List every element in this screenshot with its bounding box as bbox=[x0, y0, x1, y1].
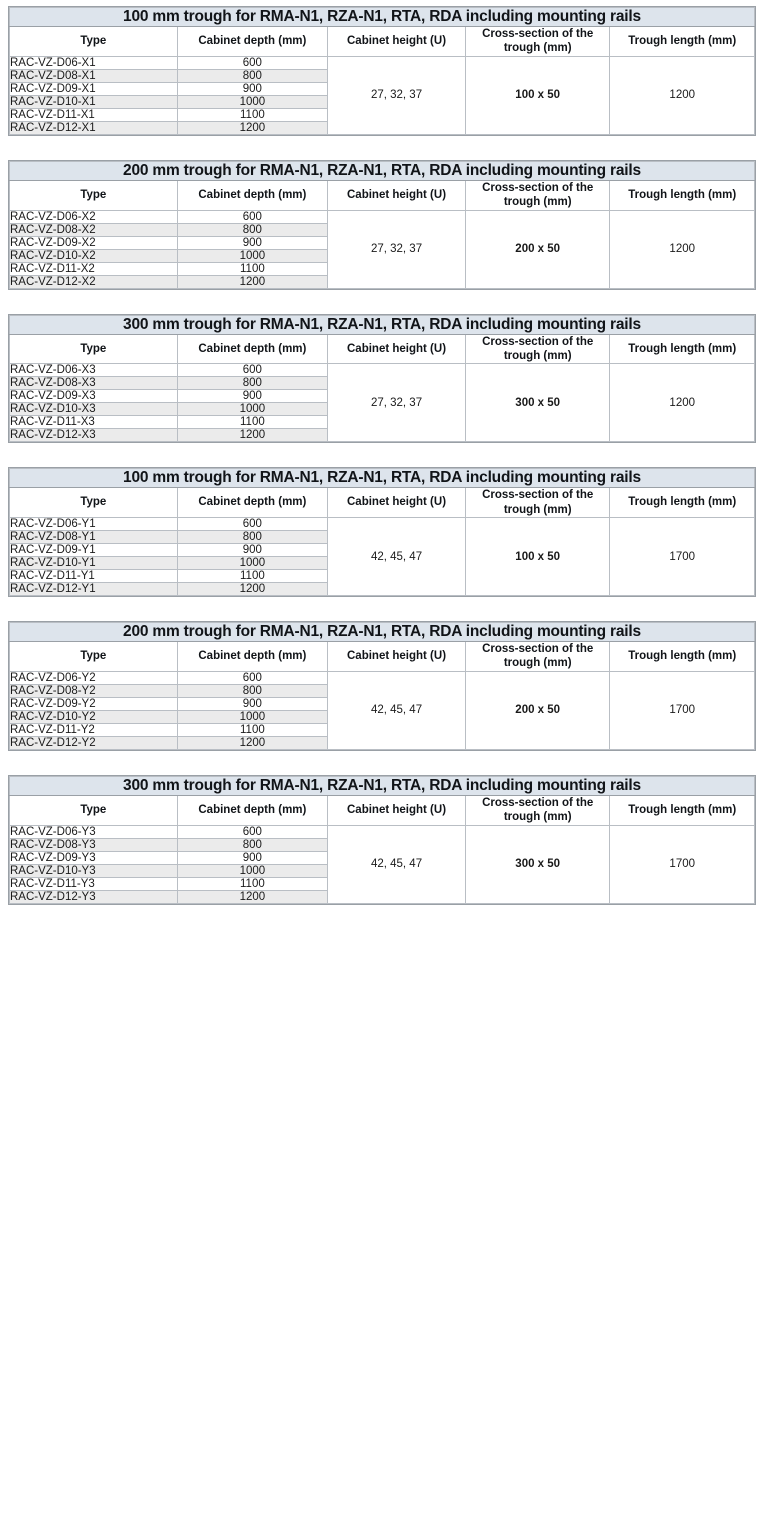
table-title-row bbox=[10, 776, 755, 795]
cell-cabinet-depth: 1200 bbox=[177, 275, 327, 288]
cell-type: RAC-VZ-D12-Y1 bbox=[10, 583, 178, 596]
cell-cabinet-height: 42, 45, 47 bbox=[328, 671, 466, 749]
cell-type: RAC-VZ-D09-X3 bbox=[10, 390, 178, 403]
cell-cabinet-depth: 1000 bbox=[177, 249, 327, 262]
table-block bbox=[8, 6, 756, 136]
cell-cabinet-depth: 900 bbox=[177, 851, 327, 864]
column-header: Cabinet depth (mm) bbox=[177, 488, 327, 518]
column-header: Cross-section of the trough (mm) bbox=[465, 334, 610, 364]
table-title-row bbox=[10, 315, 755, 334]
cell-cabinet-height: 27, 32, 37 bbox=[328, 56, 466, 134]
column-header: Type bbox=[10, 27, 178, 57]
cell-cabinet-height: 27, 32, 37 bbox=[328, 210, 466, 288]
cell-cabinet-depth: 900 bbox=[177, 236, 327, 249]
cell-type: RAC-VZ-D09-X2 bbox=[10, 236, 178, 249]
column-header: Cross-section of the trough (mm) bbox=[465, 795, 610, 825]
cell-cabinet-depth: 800 bbox=[177, 684, 327, 697]
cell-type: RAC-VZ-D10-Y3 bbox=[10, 864, 178, 877]
table-header-row bbox=[10, 334, 755, 364]
cell-cross-section: 200 x 50 bbox=[465, 671, 610, 749]
cell-cabinet-depth: 600 bbox=[177, 364, 327, 377]
column-header: Cabinet height (U) bbox=[328, 488, 466, 518]
cell-cabinet-depth: 1200 bbox=[177, 121, 327, 134]
cell-type: RAC-VZ-D10-X1 bbox=[10, 95, 178, 108]
column-header: Cabinet depth (mm) bbox=[177, 795, 327, 825]
table-title: 100 mm trough for RMA-N1, RZA-N1, RTA, RDA including mounting rails bbox=[10, 469, 755, 488]
column-header: Cabinet height (U) bbox=[328, 27, 466, 57]
cell-cabinet-depth: 900 bbox=[177, 544, 327, 557]
cell-trough-length: 1700 bbox=[610, 518, 755, 596]
cell-cabinet-depth: 900 bbox=[177, 697, 327, 710]
table-row bbox=[10, 518, 755, 531]
table-block bbox=[8, 160, 756, 290]
cell-cross-section: 100 x 50 bbox=[465, 56, 610, 134]
cell-cabinet-depth: 600 bbox=[177, 518, 327, 531]
cell-cabinet-depth: 800 bbox=[177, 377, 327, 390]
cell-trough-length: 1200 bbox=[610, 364, 755, 442]
cell-cabinet-depth: 1100 bbox=[177, 570, 327, 583]
table-title-row bbox=[10, 623, 755, 642]
column-header: Type bbox=[10, 795, 178, 825]
table-header-row bbox=[10, 642, 755, 672]
table-header-row bbox=[10, 27, 755, 57]
table-title-row bbox=[10, 469, 755, 488]
column-header: Trough length (mm) bbox=[610, 488, 755, 518]
cell-type: RAC-VZ-D11-Y3 bbox=[10, 877, 178, 890]
cell-trough-length: 1200 bbox=[610, 56, 755, 134]
table-title-row bbox=[10, 8, 755, 27]
table-row bbox=[10, 56, 755, 69]
cell-type: RAC-VZ-D08-Y3 bbox=[10, 838, 178, 851]
cell-type: RAC-VZ-D09-Y3 bbox=[10, 851, 178, 864]
column-header: Type bbox=[10, 488, 178, 518]
cell-type: RAC-VZ-D06-X1 bbox=[10, 56, 178, 69]
cell-cabinet-depth: 1200 bbox=[177, 736, 327, 749]
cell-trough-length: 1200 bbox=[610, 210, 755, 288]
cell-type: RAC-VZ-D11-Y2 bbox=[10, 723, 178, 736]
table-row bbox=[10, 671, 755, 684]
cell-cabinet-depth: 1000 bbox=[177, 403, 327, 416]
column-header: Trough length (mm) bbox=[610, 795, 755, 825]
cell-cabinet-depth: 900 bbox=[177, 82, 327, 95]
cell-cabinet-depth: 1000 bbox=[177, 710, 327, 723]
cell-trough-length: 1700 bbox=[610, 671, 755, 749]
cell-type: RAC-VZ-D06-X2 bbox=[10, 210, 178, 223]
table-title: 200 mm trough for RMA-N1, RZA-N1, RTA, RDA including mounting rails bbox=[10, 623, 755, 642]
table-row bbox=[10, 825, 755, 838]
cell-type: RAC-VZ-D09-Y1 bbox=[10, 544, 178, 557]
cell-cabinet-height: 42, 45, 47 bbox=[328, 518, 466, 596]
column-header: Trough length (mm) bbox=[610, 180, 755, 210]
cell-cabinet-depth: 1000 bbox=[177, 864, 327, 877]
column-header: Type bbox=[10, 180, 178, 210]
column-header: Cross-section of the trough (mm) bbox=[465, 488, 610, 518]
column-header: Type bbox=[10, 642, 178, 672]
table-title: 300 mm trough for RMA-N1, RZA-N1, RTA, RDA including mounting rails bbox=[10, 315, 755, 334]
cell-cabinet-depth: 600 bbox=[177, 825, 327, 838]
column-header: Cross-section of the trough (mm) bbox=[465, 27, 610, 57]
cell-type: RAC-VZ-D08-X2 bbox=[10, 223, 178, 236]
cell-cabinet-depth: 600 bbox=[177, 56, 327, 69]
cell-type: RAC-VZ-D11-X2 bbox=[10, 262, 178, 275]
cell-type: RAC-VZ-D06-Y2 bbox=[10, 671, 178, 684]
cell-type: RAC-VZ-D08-X3 bbox=[10, 377, 178, 390]
cell-cabinet-height: 42, 45, 47 bbox=[328, 825, 466, 903]
table-block bbox=[8, 314, 756, 444]
cell-type: RAC-VZ-D06-X3 bbox=[10, 364, 178, 377]
cell-cabinet-depth: 1100 bbox=[177, 262, 327, 275]
column-header: Type bbox=[10, 334, 178, 364]
cell-cabinet-depth: 800 bbox=[177, 838, 327, 851]
column-header: Cabinet depth (mm) bbox=[177, 334, 327, 364]
table-row bbox=[10, 210, 755, 223]
column-header: Trough length (mm) bbox=[610, 642, 755, 672]
column-header: Cabinet height (U) bbox=[328, 180, 466, 210]
column-header: Trough length (mm) bbox=[610, 334, 755, 364]
cell-cross-section: 100 x 50 bbox=[465, 518, 610, 596]
cell-cabinet-depth: 1200 bbox=[177, 429, 327, 442]
cell-cabinet-height: 27, 32, 37 bbox=[328, 364, 466, 442]
cell-type: RAC-VZ-D10-Y1 bbox=[10, 557, 178, 570]
spec-table bbox=[9, 622, 755, 750]
cell-cabinet-depth: 1200 bbox=[177, 583, 327, 596]
table-block bbox=[8, 467, 756, 597]
cell-cabinet-depth: 1000 bbox=[177, 95, 327, 108]
table-header-row bbox=[10, 180, 755, 210]
cell-type: RAC-VZ-D11-X3 bbox=[10, 416, 178, 429]
cell-type: RAC-VZ-D09-Y2 bbox=[10, 697, 178, 710]
cell-type: RAC-VZ-D12-X2 bbox=[10, 275, 178, 288]
cell-cabinet-depth: 1000 bbox=[177, 557, 327, 570]
cell-cabinet-depth: 1100 bbox=[177, 723, 327, 736]
cell-cabinet-depth: 600 bbox=[177, 671, 327, 684]
cell-type: RAC-VZ-D06-Y3 bbox=[10, 825, 178, 838]
cell-cabinet-depth: 1100 bbox=[177, 877, 327, 890]
column-header: Trough length (mm) bbox=[610, 27, 755, 57]
cell-cabinet-depth: 800 bbox=[177, 223, 327, 236]
column-header: Cabinet height (U) bbox=[328, 334, 466, 364]
spec-table bbox=[9, 315, 755, 443]
cell-type: RAC-VZ-D11-X1 bbox=[10, 108, 178, 121]
table-block bbox=[8, 621, 756, 751]
column-header: Cabinet depth (mm) bbox=[177, 642, 327, 672]
cell-type: RAC-VZ-D08-Y1 bbox=[10, 531, 178, 544]
cell-type: RAC-VZ-D11-Y1 bbox=[10, 570, 178, 583]
cell-type: RAC-VZ-D08-Y2 bbox=[10, 684, 178, 697]
spec-table bbox=[9, 776, 755, 904]
column-header: Cabinet depth (mm) bbox=[177, 180, 327, 210]
cell-cross-section: 300 x 50 bbox=[465, 825, 610, 903]
table-header-row bbox=[10, 488, 755, 518]
cell-type: RAC-VZ-D10-X2 bbox=[10, 249, 178, 262]
table-title: 100 mm trough for RMA-N1, RZA-N1, RTA, RDA including mounting rails bbox=[10, 8, 755, 27]
cell-cabinet-depth: 800 bbox=[177, 69, 327, 82]
cell-type: RAC-VZ-D12-X3 bbox=[10, 429, 178, 442]
column-header: Cabinet depth (mm) bbox=[177, 27, 327, 57]
table-block bbox=[8, 775, 756, 905]
table-title: 300 mm trough for RMA-N1, RZA-N1, RTA, RDA including mounting rails bbox=[10, 776, 755, 795]
table-title-row bbox=[10, 161, 755, 180]
tables-container bbox=[8, 6, 756, 905]
cell-type: RAC-VZ-D08-X1 bbox=[10, 69, 178, 82]
cell-cabinet-depth: 1100 bbox=[177, 108, 327, 121]
cell-type: RAC-VZ-D09-X1 bbox=[10, 82, 178, 95]
column-header: Cabinet height (U) bbox=[328, 795, 466, 825]
spec-table bbox=[9, 468, 755, 596]
cell-trough-length: 1700 bbox=[610, 825, 755, 903]
column-header: Cross-section of the trough (mm) bbox=[465, 180, 610, 210]
table-title: 200 mm trough for RMA-N1, RZA-N1, RTA, RDA including mounting rails bbox=[10, 161, 755, 180]
column-header: Cross-section of the trough (mm) bbox=[465, 642, 610, 672]
table-row bbox=[10, 364, 755, 377]
table-header-row bbox=[10, 795, 755, 825]
cell-type: RAC-VZ-D12-X1 bbox=[10, 121, 178, 134]
cell-type: RAC-VZ-D10-Y2 bbox=[10, 710, 178, 723]
spec-table bbox=[9, 7, 755, 135]
cell-cabinet-depth: 1200 bbox=[177, 890, 327, 903]
cell-cabinet-depth: 600 bbox=[177, 210, 327, 223]
cell-cabinet-depth: 800 bbox=[177, 531, 327, 544]
cell-cross-section: 200 x 50 bbox=[465, 210, 610, 288]
cell-cabinet-depth: 900 bbox=[177, 390, 327, 403]
column-header: Cabinet height (U) bbox=[328, 642, 466, 672]
cell-cross-section: 300 x 50 bbox=[465, 364, 610, 442]
cell-type: RAC-VZ-D06-Y1 bbox=[10, 518, 178, 531]
cell-type: RAC-VZ-D12-Y3 bbox=[10, 890, 178, 903]
cell-type: RAC-VZ-D10-X3 bbox=[10, 403, 178, 416]
cell-cabinet-depth: 1100 bbox=[177, 416, 327, 429]
cell-type: RAC-VZ-D12-Y2 bbox=[10, 736, 178, 749]
spec-table bbox=[9, 161, 755, 289]
